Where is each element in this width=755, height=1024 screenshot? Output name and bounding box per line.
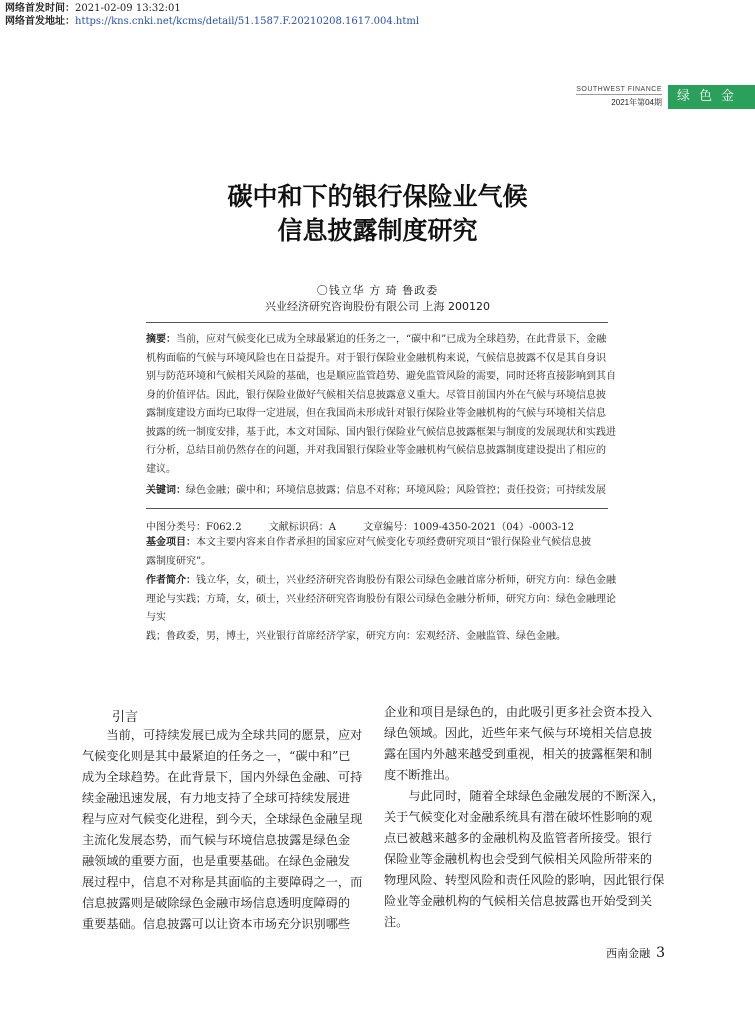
fund-line: 本文主要内容来自作者承担的国家应对气候变化专项经费研究项目“银行保险业气候信息披 (196, 537, 592, 548)
bio-line: 理论与实践；方琦，女，硕士，兴业经济研究咨询股份有限公司绿色金融分析师，研究方向：绿色金融理论与实 (146, 593, 616, 623)
section-badge: 绿色金融 (668, 85, 755, 109)
authors: 〇钱立华 方 琦 鲁政委 (316, 284, 439, 297)
body-line: 重要基础。信息披露可以让资本市场充分识别哪些 (82, 917, 351, 931)
body-line: 绿色领域。因此，近些年来气候与环境相关信息披 (384, 726, 653, 740)
body-line: 主流化发展态势，而气候与环境信息披露是绿色金 (82, 833, 351, 847)
body-line: 险业等金融机构的气候相关信息披露也开始受到关 (384, 894, 653, 908)
body-line: 关于气候变化对金融系统具有潜在破坏性影响的观 (384, 810, 653, 824)
abstract (146, 331, 622, 479)
body-line: 当前，可持续发展已成为全球共同的愿景，应对 (106, 728, 363, 742)
keywords-label: 关键词： (146, 485, 186, 496)
footer-journal-name: 西南金融 (606, 947, 651, 960)
page-footer (606, 945, 665, 961)
abstract-label: 摘要： (146, 334, 176, 345)
body-line: 程与应对气候变化进程，到今天，全球绿色金融呈现 (82, 812, 363, 826)
journal-header (576, 86, 662, 108)
body-line: 融领域的重要方面，也是重要基础。在绿色金融发 (82, 854, 351, 868)
doc-code: 文献标识码：A (268, 522, 336, 533)
first-publish-url[interactable]: https://kns.cnki.net/kcms/detail/51.1587.F.20210208.1617.004.html (75, 16, 420, 27)
journal-name-en: SOUTHWEST FINANCE (576, 86, 662, 93)
body-line: 点已被越来越多的金融机构及监管者所接受。银行 (384, 831, 653, 845)
body-line: 信息披露则是破除绿色金融市场信息透明度障碍的 (82, 896, 351, 910)
keywords (146, 482, 622, 501)
body-line: 保险业等金融机构也会受到气候相关风险所带来的 (384, 852, 653, 866)
left-column (82, 725, 372, 935)
bio-line: 钱立华，女，硕士，兴业经济研究咨询股份有限公司绿色金融首席分析师，研究方向：绿色金融 (196, 575, 616, 586)
body-line: 展过程中，信息不对称是其面临的主要障碍之一，而 (82, 875, 363, 889)
cls-number: 中图分类号：F062.2 (146, 522, 242, 533)
body-line: 物理风险、转型风险和责任风险的影响，因此银行保 (384, 873, 665, 887)
first-publish-address-label: 网络首发地址： (5, 16, 75, 27)
affiliation: 兴业经济研究咨询股份有限公司 上海 200120 (265, 300, 490, 313)
first-publish-time: 2021-02-09 13:32:01 (75, 3, 181, 14)
paper-title (0, 180, 755, 248)
abstract-line: 身的价值评估。因此，银行保险业做好气候相关信息披露意义重大。尽管目前国内外在气候与环境信息披 (146, 389, 606, 401)
body-line: 成为全球趋势。在此背景下，国内外绿色金融、可持 (82, 770, 363, 784)
keywords-value: 绿色金融；碳中和；环境信息披露；信息不对称；环境风险；风险管控；责任投资；可持续发展 (186, 485, 606, 496)
fund-label: 基金项目： (146, 537, 196, 548)
page-number: 3 (656, 945, 665, 961)
abstract-line: 机构面临的气候与环境风险也在日益提升。对于银行保险业金融机构来说，气候信息披露不仅是其自身识 (146, 352, 606, 364)
section-heading-intro: 引言 (112, 710, 139, 725)
abstract-line: 当前，应对气候变化已成为全球最紧迫的任务之一，“碳中和”已成为全球趋势，在此背景下，金融 (176, 334, 607, 345)
classification-line (146, 518, 622, 533)
bio-line: 践；鲁政委，男，博士，兴业银行首席经济学家，研究方向：宏观经济、金融监管、绿色金融。 (146, 630, 566, 642)
body-line: 露在国内外越来越受到重视，相关的披露框架和制 (384, 747, 653, 761)
journal-issue: 2021年第04期 (611, 98, 662, 107)
abstract-line: 行分析，总结目前仍然存在的问题，并对我国银行保险业等金融机构气候信息披露制度建设提出了相应的 (146, 445, 606, 456)
first-publish-time-label: 网络首发时间： (5, 3, 75, 14)
keywords-bottom-rule (146, 508, 608, 509)
article-number: 文章编号：1009-4350-2021（04）-0003-12 (363, 522, 574, 533)
abstract-line: 露制度建设方面均已取得一定进展，但在我国尚未形成针对银行保险业等金融机构的气候与环境相关信息 (146, 408, 606, 419)
body-line: 度不断推出。 (384, 768, 458, 782)
abstract-line: 建议。 (146, 463, 176, 475)
abstract-line: 披露的统一制度安排，基于此，本文对国际、国内银行保险业气候信息披露框架与制度的发展现状和实践进 (146, 426, 616, 438)
title-line-1: 碳中和下的银行保险业气候 (227, 182, 528, 211)
body-line: 续金融迅速发展，有力地支持了全球可持续发展进 (82, 791, 351, 805)
publication-info (5, 2, 419, 28)
title-line-2: 信息披露制度研究 (277, 216, 478, 245)
body-line: 注。 (384, 915, 409, 929)
bio-label: 作者简介： (146, 575, 196, 586)
author-bio (146, 572, 622, 646)
abstract-line: 别与防范环境和气候相关风险的基础，也是顺应监管趋势、避免监管风险的需要，同时还将直接影响到其自 (146, 371, 616, 382)
right-column (384, 702, 674, 933)
fund-project (146, 534, 622, 571)
body-line: 企业和项目是绿色的，由此吸引更多社会资本投入 (384, 705, 653, 719)
body-line: 气候变化则是其中最紧迫的任务之一，“碳中和”已 (82, 749, 351, 763)
abstract-top-rule (146, 322, 608, 323)
body-line: 与此同时，随着全球绿色金融发展的不断深入， (408, 789, 665, 803)
fund-line: 露制度研究”。 (146, 555, 212, 567)
